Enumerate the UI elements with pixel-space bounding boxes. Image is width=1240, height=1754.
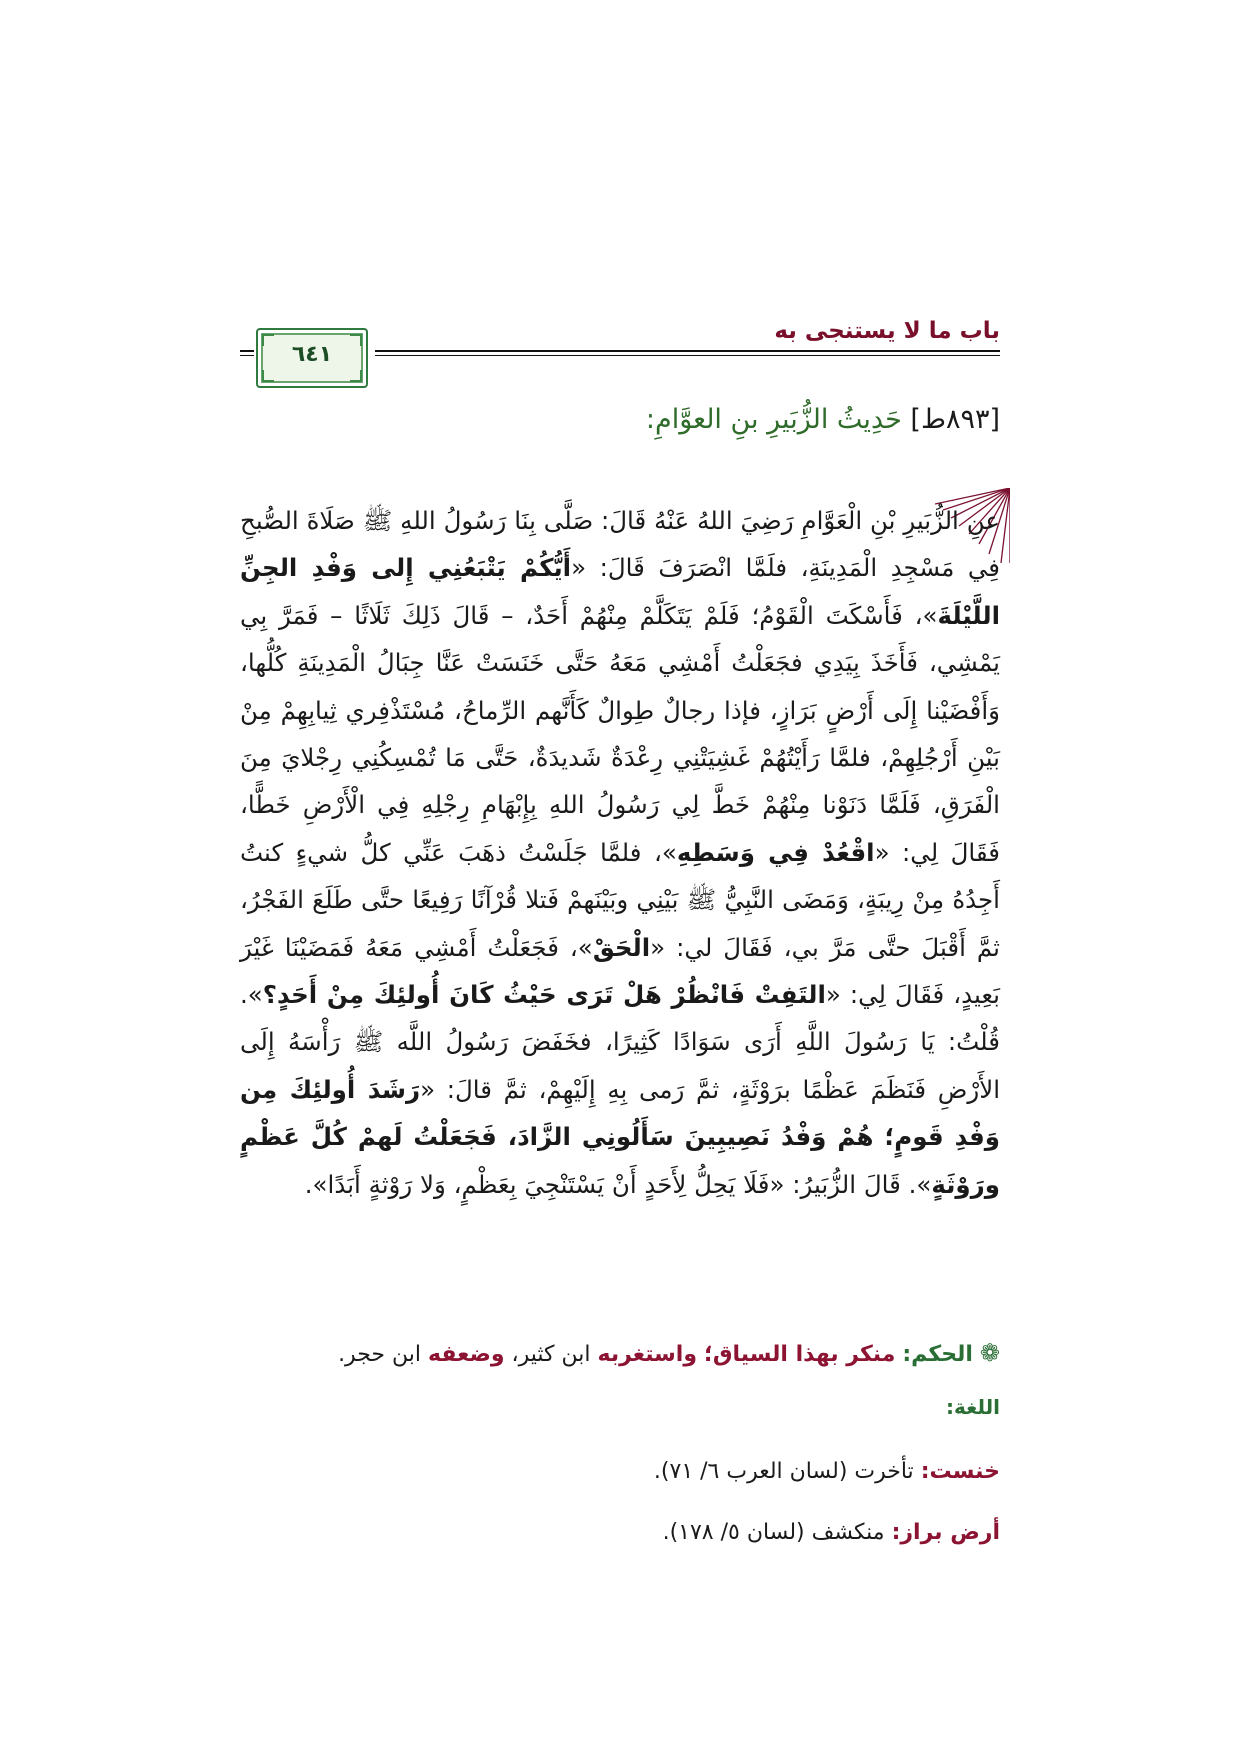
prophet-quote-2: اقْعُدْ فِي وَسَطِهِ bbox=[676, 837, 875, 867]
header-rule-right-top bbox=[375, 350, 1000, 352]
flower-star-icon: ❁ bbox=[979, 1339, 1000, 1367]
ruling-mid-text: ابن كثير، bbox=[511, 1342, 591, 1367]
ruling-label: الحكم: bbox=[902, 1342, 973, 1367]
chapter-title: باب ما لا يستنجى به bbox=[774, 318, 1000, 344]
header-rule-right-bottom bbox=[375, 355, 1000, 356]
header-rule-left-bottom bbox=[240, 355, 254, 356]
language-definition: منكشف (لسان ٥/ ١٧٨). bbox=[662, 1520, 885, 1545]
body-text-1: عنِ الزُّبَيرِ بْنِ الْعَوَّامِ رَضِيَ اللهُ عَنْهُ قَالَ: صَلَّى بِنَا رَسُولُ اللهِ ﷺ صَلَاةَ الصُّبحِ فِي مَسْجِدِ الْمَدِينَةِ، فلَمَّا انْصَرَفَ قَالَ: « bbox=[240, 506, 1001, 583]
language-definition: تأخرت (لسان العرب ٦/ ٧١). bbox=[653, 1459, 914, 1484]
ruling-end-text: ابن حجر. bbox=[338, 1342, 421, 1367]
badge-corner bbox=[350, 370, 362, 382]
body-text-2: »، فَأَسْكَتَ الْقَوْمُ؛ فَلَمْ يَتَكَلَّمْ مِنْهُمْ أَحَدٌ، – قَالَ ذَلِكَ ثَلَاثًا – فَمَرَّ بِي يَمْشِي، فَأَخَذَ بِيَدِي فجَعَلْتُ أَمْشِي مَعَهُ حَتَّى خَنَسَتْ عَنَّا جِبَالُ الْمَدِينَةِ كُلُّها، وَأَفْضَيْنا إِلَى أَرْضٍ بَرَازٍ، فإذا رجالٌ طِوالٌ كَأَنَّهم الرِّماحُ، مُسْتَذْفِري ثِيابِهِمْ مِنْ بَيْنِ أَرْجُلِهِمْ، فلمَّا رَأَيْتُهُمْ غَشِيَتْنِي رِعْدَةٌ شَديدَةٌ، حَتَّى مَا تُمْسِكُنِي رِجْلايَ مِنَ الْفَرَقِ، فَلَمَّا دَنَوْنا مِنْهُمْ خَطَّ لِي رَسُولُ اللهِ بِإِبْهَامِ رِجْلِهِ فِي الْأَرْضِ خَطًّا، فَقَالَ لِي: « bbox=[240, 600, 1001, 867]
language-heading: اللغة: bbox=[946, 1395, 1000, 1419]
body-text-4: »، فَجَعَلْتُ أَمْشِي مَعَهُ فَمَضَيْنَا غَيْرَ بَعِيدٍ، فَقَالَ لِي: « bbox=[240, 932, 1000, 1010]
prophet-quote-4: التَفِتْ فَانْظُرْ هَلْ تَرَى حَيْثُ كَانَ أُولئِكَ مِنْ أَحَدٍ؟ bbox=[262, 980, 826, 1010]
prophet-quote-5: رَشَدَ أُولئِكَ مِن وَفْدِ قَومٍ؛ هُمْ وَفْدُ نَصِيبِينَ سَأَلُونِي الزَّادَ، فَجَعَلْتُ لَهمْ كُلَّ عَظْمٍ ورَوْثَةٍ bbox=[240, 1074, 1000, 1199]
hadith-body bbox=[240, 497, 1000, 1208]
body-text-5: ». قُلْتُ: يَا رَسُولَ اللَّهِ أَرَى سَوَادًا كَثِيرًا، فخَفَضَ رَسُولُ اللَّه ﷺ رَأْسَهُ إِلَى الأَرْضِ فَنَظَمَ عَظْمًا برَوْثَةٍ، ثمَّ رَمى بِهِ إِلَيْهِمْ، ثمَّ قالَ: « bbox=[240, 980, 1000, 1104]
ruling-verdict: منكر بهذا السياق؛ bbox=[704, 1342, 896, 1367]
page-number: ٦٤١ bbox=[291, 342, 333, 367]
language-item bbox=[654, 1459, 1000, 1484]
prophet-quote-3: الْحَقْ bbox=[592, 932, 651, 962]
header-rule-left-top bbox=[240, 350, 254, 352]
ruling-mid-highlight: واستغربه bbox=[597, 1342, 698, 1367]
body-text-3: »، فلمَّا جَلَسْتُ ذهَبَ عَنِّي كلُّ شيءٍ كنتُ أَجِدُهُ مِنْ رِيبَةٍ، وَمَضَى النَّبِيُّ ﷺ بَيْنِي وبَيْنَهمْ فَتلا قُرْآنًا رَفِيعًا حتَّى طَلَعَ الفَجْرُ، ثمَّ أَقْبَلَ حتَّى مَرَّ بي، فَقَالَ لي: « bbox=[240, 837, 1001, 962]
hadith-heading bbox=[646, 404, 1000, 435]
ruling-line bbox=[240, 1334, 1000, 1374]
badge-corner bbox=[262, 370, 274, 382]
body-text-6: ». قَالَ الزُّبَيرُ: «فَلَا يَحِلُّ لِأَحَدٍ أَنْ يَسْتَنْجِيَ بِعَظْمٍ، وَلا رَوْثةٍ أَبَدًا». bbox=[304, 1169, 932, 1199]
prophet-quote-1: أَيُّكُمْ يَتْبَعُنِي إِلى وَفْدِ الجِنِّ اللَّيْلَةَ bbox=[240, 553, 1000, 630]
hadith-title: حَدِيثُ الزُّبَيرِ بنِ العوَّامِ: bbox=[645, 404, 902, 435]
language-term: أرض براز: bbox=[891, 1520, 1000, 1545]
language-item bbox=[663, 1520, 1000, 1545]
page-number-frame-icon bbox=[256, 328, 368, 388]
hadith-number: [٨٩٣ط] bbox=[910, 404, 1000, 435]
ruling-end-highlight: وضعفه bbox=[427, 1342, 505, 1367]
language-term: خنست: bbox=[920, 1459, 1000, 1484]
